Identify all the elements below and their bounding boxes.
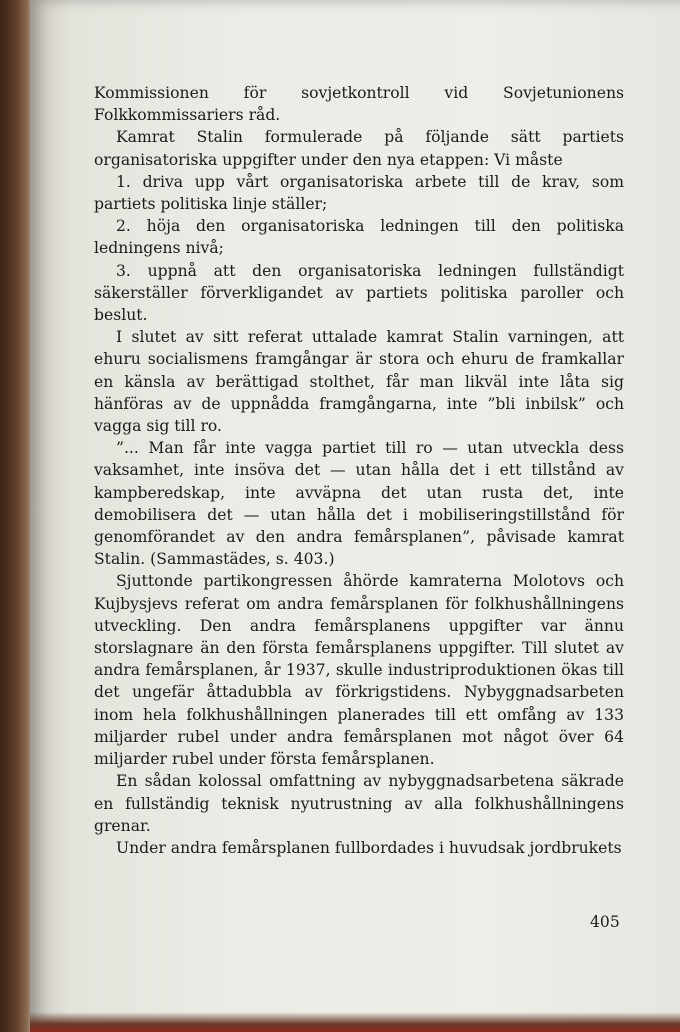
quotation: ”... Man får inte vagga partiet till ro — utan utveckla dess vaksamhet, inte insöva det — utan hålla det i ett tillstånd av kampberedskap, inte avväpna det utan rusta det, inte demobilisera det — utan hålla det i mobiliseringstillstånd för genomförandet av den andra femårsplanen”, påvisade kamrat Stalin. (Sammastädes, s. 403.) xyxy=(94,439,624,569)
list-item: 1. driva upp vårt organisatoriska arbete till de krav, som partiets politiska linje ställer; xyxy=(94,172,624,214)
paragraph-continuation: Kommissionen för sovjetkontroll vid Sovjetunionens Folkkommissariers råd. xyxy=(94,84,624,125)
page-number: 405 xyxy=(590,913,620,931)
book-edge xyxy=(30,1012,680,1032)
paragraph: I slutet av sitt referat uttalade kamrat Stalin varningen, att ehuru socialismens framgångar är stora och ehuru de framkallar en känsla av berättigad stolthet, får man likväl inte låta sig hänföras av de uppnådda framgångarna, inte ”bli inbilsk” och vagga sig till ro. xyxy=(94,328,624,436)
list-item: 3. uppnå att den organisatoriska ledningen fullständigt säkerställer förverkligandet av partiets politiska paroller och beslut. xyxy=(94,261,624,325)
paragraph: Kamrat Stalin formulerade på följande sätt partiets organisatoriska uppgifter under den nya etappen: Vi måste xyxy=(94,128,624,169)
paragraph: Sjuttonde partikongressen åhörde kamraterna Molotovs och Kujbysjevs referat om andra femårsplanen för folkhushållningens utveckling. Den andra femårsplanens uppgifter var ännu storslagnare än den första femårsplanens uppgifter. Till slutet av andra femårsplanen, år 1937, skulle industriproduktionen ökas till det ungefär åttadubbla av förkrigstidens. Nybyggnadsarbeten inom hela folkhushållningen planerades till ett omfång av 133 miljarder rubel under andra femårsplanen mot något över 64 miljarder rubel under första femårsplanen. xyxy=(94,572,624,769)
list-item: 2. höja den organisatoriska ledningen till den politiska ledningens nivå; xyxy=(94,217,624,258)
page-body xyxy=(94,82,624,859)
paragraph: En sådan kolossal omfattning av nybyggnadsarbetena säkrade en fullständig teknisk nyutrustning av alla folkhushållningens grenar. xyxy=(94,772,624,835)
paragraph: Under andra femårsplanen fullbordades i huvudsak jordbrukets xyxy=(116,838,622,857)
